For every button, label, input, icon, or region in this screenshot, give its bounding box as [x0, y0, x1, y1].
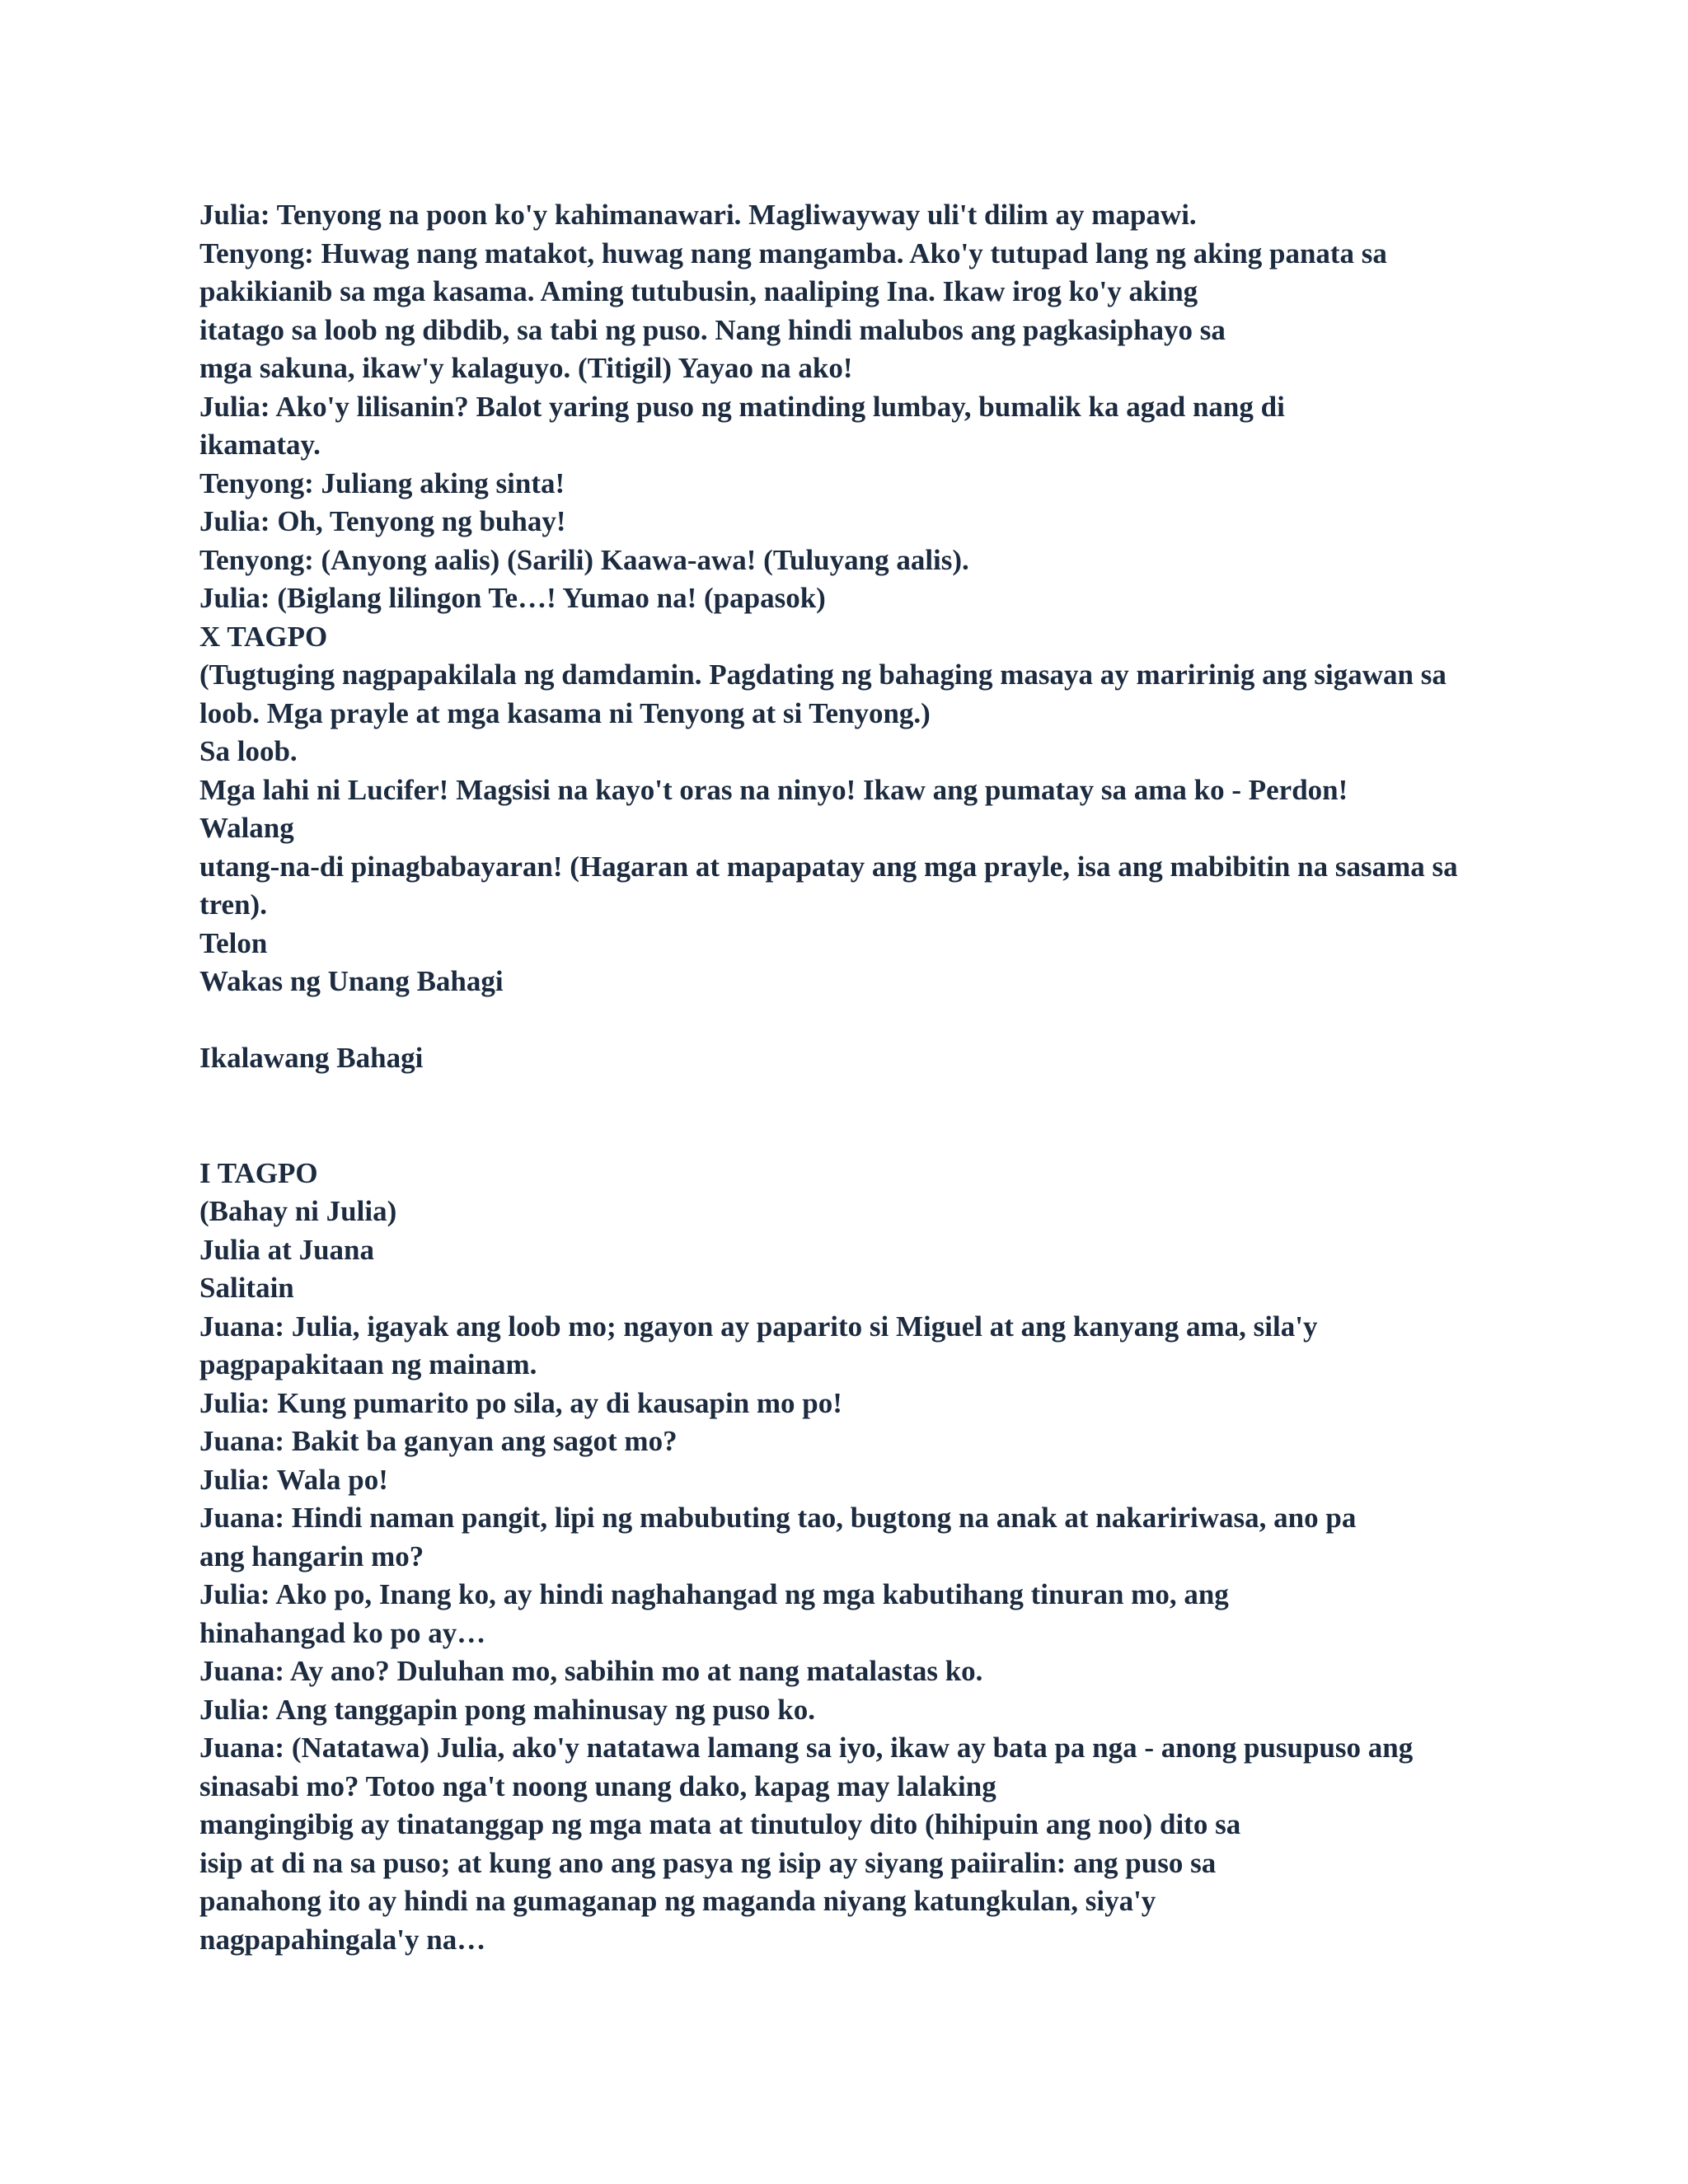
text-line: Julia: Oh, Tenyong ng buhay! — [199, 505, 566, 537]
text-line: tren). — [199, 888, 267, 921]
text-line: ikamatay. — [199, 429, 321, 461]
text-line: nagpapahingala'y na… — [199, 1923, 486, 1956]
text-line: Juana: Bakit ba ganyan ang sagot mo? — [199, 1425, 678, 1457]
text-line: Walang — [199, 812, 294, 844]
text-line: Juana: (Natatawa) Julia, ako'y natatawa lamang sa iyo, ikaw ay bata pa nga - anong pusupuso ang — [199, 1732, 1414, 1764]
text-line: Julia: Wala po! — [199, 1463, 388, 1496]
text-line: Wakas ng Unang Bahagi — [199, 965, 504, 997]
text-line: pakikianib sa mga kasama. Aming tutubusin, naaliping Ina. Ikaw irog ko'y aking — [199, 275, 1198, 307]
text-line: Ikalawang Bahagi — [199, 1042, 424, 1074]
text-line: panahong ito ay hindi na gumaganap ng maganda niyang katungkulan, siya'y — [199, 1885, 1156, 1917]
text-line: Juana: Hindi naman pangit, lipi ng mabubuting tao, bugtong na anak at nakaririwasa, ano pa — [199, 1502, 1357, 1534]
script-text-block — [199, 196, 1551, 1959]
text-line: (Bahay ni Julia) — [199, 1195, 397, 1227]
blank-line — [199, 1078, 1551, 1117]
text-line: mga sakuna, ikaw'y kalaguyo. (Titigil) Yayao na ako! — [199, 352, 853, 384]
text-line: Julia: (Biglang lilingon Te…! Yumao na! (papasok) — [199, 582, 826, 614]
text-line: Julia: Kung pumarito po sila, ay di kausapin mo po! — [199, 1386, 842, 1419]
text-line: itatago sa loob ng dibdib, sa tabi ng puso. Nang hindi malubos ang pagkasiphayo sa — [199, 313, 1226, 346]
blank-line — [199, 1116, 1551, 1155]
text-line: Mga lahi ni Lucifer! Magsisi na kayo't oras na ninyo! Ikaw ang pumatay sa ama ko - Perdon! — [199, 773, 1348, 806]
text-line: I TAGPO — [199, 1156, 318, 1189]
text-line: utang-na-di pinagbabayaran! (Hagaran at mapapatay ang mga prayle, isa ang mabibitin na sasama sa — [199, 850, 1458, 883]
text-line: hinahangad ko po ay… — [199, 1616, 486, 1649]
text-line: sinasabi mo? Totoo nga't noong unang dako, kapag may lalaking — [199, 1769, 996, 1802]
text-line: Julia: Tenyong na poon ko'y kahimanawari. Magliwayway uli't dilim ay mapawi. — [199, 199, 1197, 231]
text-line: X TAGPO — [199, 620, 328, 653]
text-line: Tenyong: (Anyong aalis) (Sarili) Kaawa-awa! (Tuluyang aalis). — [199, 543, 969, 576]
text-line: Juana: Ay ano? Duluhan mo, sabihin mo at nang matalastas ko. — [199, 1655, 983, 1687]
text-line: Julia at Juana — [199, 1233, 374, 1266]
text-line: Julia: Ang tanggapin pong mahinusay ng puso ko. — [199, 1693, 815, 1726]
text-line: Julia: Ako po, Inang ko, ay hindi naghahangad ng mga kabutihang tinuran mo, ang — [199, 1578, 1229, 1610]
blank-line — [199, 1001, 1551, 1040]
text-line: Salitain — [199, 1272, 294, 1304]
text-line: Tenyong: Huwag nang matakot, huwag nang mangamba. Ako'y tutupad lang ng aking panata sa — [199, 237, 1387, 269]
text-line: ang hangarin mo? — [199, 1540, 424, 1572]
text-line: isip at di na sa puso; at kung ano ang pasya ng isip ay siyang paiiralin: ang puso sa — [199, 1846, 1217, 1879]
text-line: Telon — [199, 926, 268, 959]
text-line: loob. Mga prayle at mga kasama ni Tenyong at si Tenyong.) — [199, 696, 931, 729]
text-line: (Tugtuging nagpapakilala ng damdamin. Pagdating ng bahaging masaya ay maririnig ang sigawan sa — [199, 658, 1447, 691]
text-line: pagpapakitaan ng mainam. — [199, 1348, 537, 1380]
text-line: Julia: Ako'y lilisanin? Balot yaring puso ng matinding lumbay, bumalik ka agad nang di — [199, 390, 1285, 423]
text-line: mangingibig ay tinatanggap ng mga mata at tinutuloy dito (hihipuin ang noo) dito sa — [199, 1808, 1241, 1840]
text-line: Tenyong: Juliang aking sinta! — [199, 466, 565, 499]
text-line: Sa loob. — [199, 735, 298, 767]
text-line: Juana: Julia, igayak ang loob mo; ngayon ay paparito si Miguel at ang kanyang ama, sila'y — [199, 1310, 1318, 1343]
